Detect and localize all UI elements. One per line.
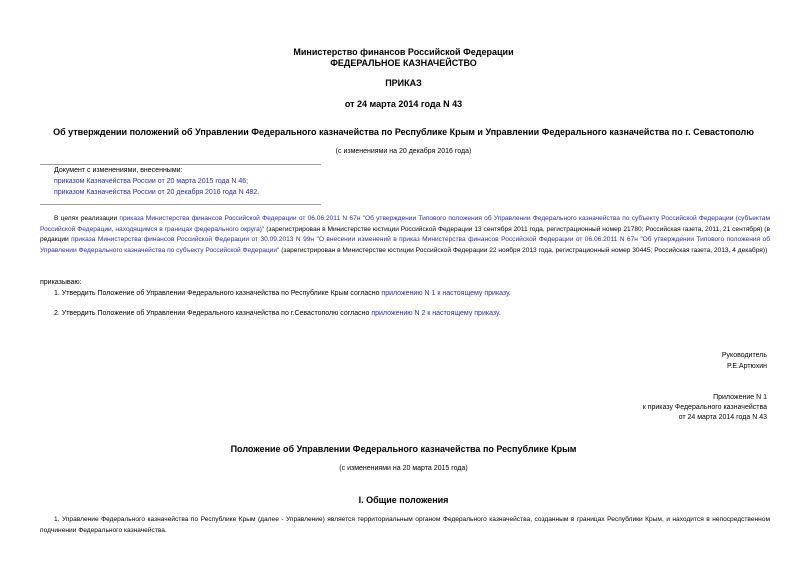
preamble-link-order-67n[interactable]: приказа Министерства финансов Российской Федерации от 06.06.2011 N 67н "Об утверждении Типового положения об Управлении Федерального казначейства по субъекту Российской Федерации (субъектам Российской Федерации, находящимся в границах федерального округа)" bbox=[40, 215, 770, 233]
preamble-link-order-99n[interactable]: приказа Министерства финансов Российской Федерации от 30.09.2013 N 99н "О внесении изменений в приказ Министерства финансов Российской Федерации от 06.06.2011 N 67н "Об утверждении Типового положения об Управлении Федерального казначейства по субъекту Российской Федерации" bbox=[40, 236, 770, 254]
appendix-label: Приложение N 1 bbox=[713, 394, 767, 401]
order-item-1-end: . bbox=[508, 290, 511, 297]
appendix-2-link[interactable]: приложению N 2 к настоящему приказу bbox=[371, 310, 499, 317]
appendix-1-link[interactable]: приложению N 1 к настоящему приказу bbox=[381, 290, 509, 297]
document-title: Об утверждении положений об Управлении Федерального казначейства по Республике Крым и Управлении Федерального казначейства по г. Севастополю bbox=[53, 127, 754, 137]
amendment-link-1-text[interactable]: приказом Казначейства России от 20 марта 2015 года N 46; bbox=[54, 178, 249, 185]
signatory-role: Руководитель bbox=[721, 352, 767, 359]
order-item-1 bbox=[54, 289, 511, 300]
appendix-reference: к приказу Федерального казначейства bbox=[642, 404, 767, 411]
orders-label: приказываю: bbox=[40, 279, 82, 286]
changes-note: (с изменениями на 20 декабря 2016 года) bbox=[335, 148, 472, 155]
appendix-changes-note: (с изменениями на 20 марта 2015 года) bbox=[339, 465, 468, 472]
amendments-top-rule bbox=[40, 164, 321, 165]
amendments-intro: Документ с изменениями, внесенными: bbox=[54, 167, 183, 174]
amendments-bottom-rule bbox=[40, 204, 321, 205]
order-item-1-text: 1. Утвердить Положение об Управлении Федерального казначейства по Республике Крым согласно bbox=[54, 290, 382, 297]
document-date-number: от 24 марта 2014 года N 43 bbox=[344, 99, 463, 109]
appendix-title: Положение об Управлении Федерального казначейства по Республике Крым bbox=[230, 444, 577, 454]
section-paragraph-1: 1. Управление Федерального казначейства по Республике Крым (далее - Управление) является территориальным органом Федерального казначейства, созданным в границах Республики Крым, и находится в непосредственном подчинении Федерального казначейства. bbox=[40, 516, 770, 534]
document-type: ПРИКАЗ bbox=[385, 78, 422, 88]
agency-name: ФЕДЕРАЛЬНОЕ КАЗНАЧЕЙСТВО bbox=[330, 58, 477, 68]
preamble-text-2: (зарегистрирован в Министерстве юстиции Российской Федерации 13 сентября 2011 года, регистрационный номер 21780; Российская газета, 2011, 21 сентября) (в редакции bbox=[40, 225, 770, 243]
ministry-name: Министерство финансов Российской Федерации bbox=[293, 47, 514, 57]
order-item-2-end: . bbox=[498, 310, 501, 317]
order-item-2-text: 2. Утвердить Положение об Управлении Федерального казначейства по г.Севастополю согласно bbox=[54, 310, 372, 317]
order-item-2 bbox=[54, 309, 501, 320]
amendment-link-2-text[interactable]: приказом Казначейства России от 20 декабря 2016 года N 482. bbox=[54, 189, 260, 196]
amendment-link-2[interactable] bbox=[54, 188, 259, 199]
preamble-text-3: (зарегистрирован в Министерстве юстиции Российской Федерации 22 ноября 2013 года, регистрационный номер 30445; Российская газета, 2013, 4 декабря)) bbox=[279, 246, 768, 254]
section-title: I. Общие положения bbox=[358, 495, 449, 505]
appendix-reference-date: от 24 марта 2014 года N 43 bbox=[678, 414, 767, 421]
preamble-text-1: В целях реализации bbox=[54, 215, 120, 222]
signatory-name: Р.Е.Артюхин bbox=[727, 363, 767, 370]
amendment-link-1[interactable] bbox=[54, 177, 248, 188]
preamble-paragraph bbox=[40, 214, 770, 256]
